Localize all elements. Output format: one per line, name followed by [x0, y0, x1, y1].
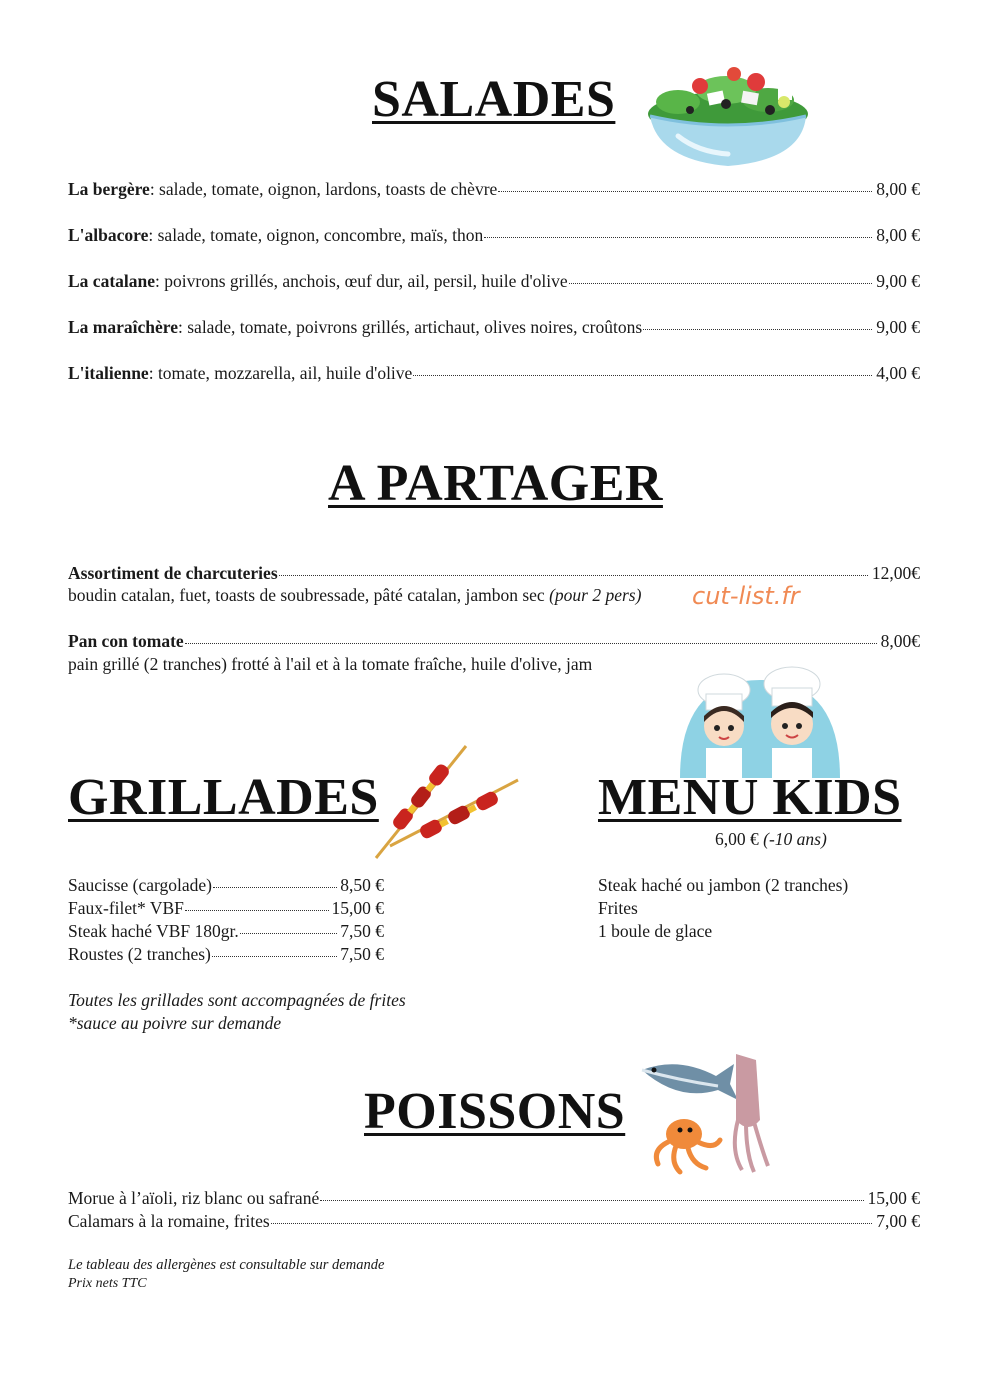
- item-price: 4,00 €: [876, 363, 920, 383]
- seafood-icon: [638, 1050, 778, 1178]
- kids-item: Steak haché ou jambon (2 tranches): [598, 875, 849, 895]
- menu-item: L'albacore : salade, tomate, oignon, concombre, maïs, thon 8,00 €: [68, 225, 920, 245]
- menu-item: Assortiment de charcuteries 12,00€: [68, 563, 920, 583]
- grillades-note: Toutes les grillades sont accompagnées de frites: [68, 990, 406, 1010]
- item-description: pain grillé (2 tranches) frotté à l'ail et à la tomate fraîche, huile d'olive, jam: [68, 654, 593, 674]
- menu-item: L'italienne : tomate, mozzarella, ail, huile d'olive 4,00 €: [68, 363, 920, 383]
- kids-price: 6,00 € (-10 ans): [715, 829, 827, 849]
- item-price: 12,00€: [871, 563, 920, 583]
- item-price: 8,00 €: [876, 225, 920, 245]
- grillades-sauce-note: *sauce au poivre sur demande: [68, 1013, 282, 1033]
- menu-item: Calamars à la romaine, frites 7,00 €: [68, 1211, 920, 1231]
- menu-item: Morue à l’aïoli, riz blanc ou safrané 15,00 €: [68, 1188, 920, 1208]
- kids-item: Frites: [598, 898, 638, 918]
- item-description: boudin catalan, fuet, toasts de soubressade, pâté catalan, jambon sec (pour 2 pers): [68, 585, 642, 605]
- item-price: 15,00 €: [867, 1188, 920, 1208]
- menu-item: Roustes (2 tranches) 7,50 €: [68, 944, 384, 964]
- kids-chefs-icon: [672, 660, 848, 778]
- kids-title: MENU KIDS: [598, 769, 902, 826]
- kids-item: 1 boule de glace: [598, 921, 713, 941]
- item-price: 8,00 €: [876, 179, 920, 199]
- item-price: 8,00€: [880, 631, 920, 651]
- menu-item: La catalane : poivrons grillés, anchois, œuf dur, ail, persil, huile d'olive 9,00 €: [68, 271, 920, 291]
- prices-note: Prix nets TTC: [68, 1276, 147, 1291]
- item-price: 15,00 €: [331, 898, 384, 918]
- menu-item: Faux-filet* VBF 15,00 €: [68, 898, 384, 918]
- salad-bowl-icon: [638, 52, 816, 170]
- item-price: 7,50 €: [340, 944, 384, 964]
- grillades-title: GRILLADES: [68, 769, 379, 826]
- menu-item: La maraîchère : salade, tomate, poivrons grillés, artichaut, olives noires, croûtons 9,00 €: [68, 317, 920, 337]
- item-price: 7,50 €: [340, 921, 384, 941]
- item-price: 8,50 €: [340, 875, 384, 895]
- menu-item: Pan con tomate 8,00€: [68, 631, 920, 651]
- item-price: 9,00 €: [876, 317, 920, 337]
- allergens-note: Le tableau des allergènes est consultable sur demande: [68, 1257, 385, 1273]
- poissons-title: POISSONS: [364, 1083, 626, 1140]
- watermark: cut-list.fr: [692, 582, 800, 610]
- partager-title: A PARTAGER: [328, 455, 663, 512]
- menu-item: Saucisse (cargolade) 8,50 €: [68, 875, 384, 895]
- item-price: 7,00 €: [876, 1211, 920, 1231]
- salades-title: SALADES: [372, 71, 616, 128]
- skewers-icon: [370, 742, 522, 860]
- item-price: 9,00 €: [876, 271, 920, 291]
- menu-item: Steak haché VBF 180gr. 7,50 €: [68, 921, 384, 941]
- menu-item: La bergère : salade, tomate, oignon, lardons, toasts de chèvre 8,00 €: [68, 179, 920, 199]
